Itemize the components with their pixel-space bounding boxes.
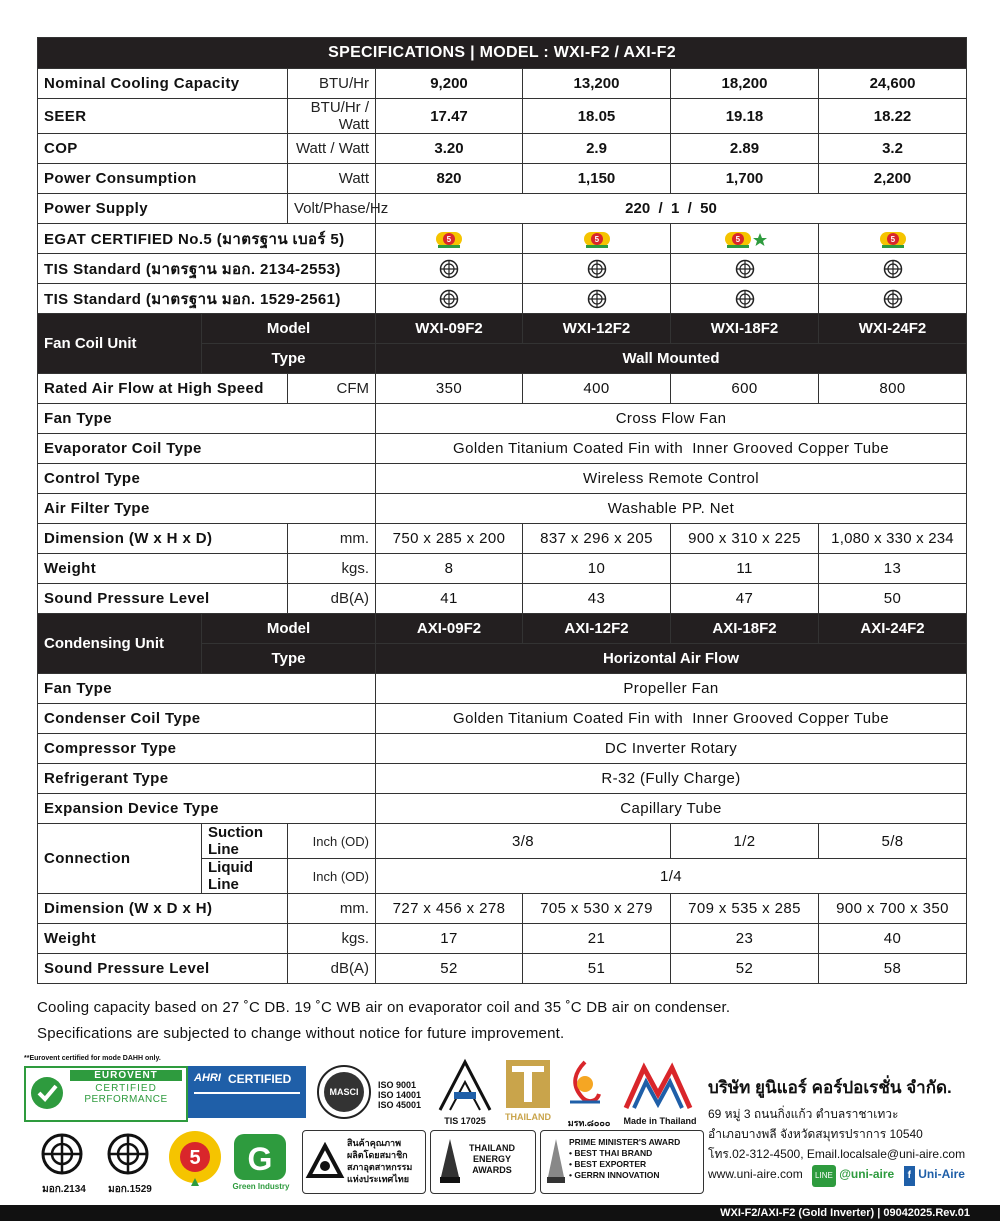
masci-logo <box>312 1064 376 1125</box>
iso-item: ISO 14001 <box>378 1090 422 1100</box>
cell-value: 17.47 <box>376 99 523 134</box>
cell-value: Cross Flow Fan <box>376 404 967 434</box>
eurovent-text: PERFORMANCE <box>84 1094 168 1105</box>
cell-value: 3/8 <box>376 824 671 859</box>
cell-value: 58 <box>819 954 967 984</box>
website-link[interactable]: www.uni-aire.com <box>708 1167 803 1181</box>
cell-value: 1,080 x 330 x 234 <box>819 524 967 554</box>
company-contact: โทร.02-312-4500, Email.localsale@uni-aire.com <box>708 1147 966 1161</box>
row-label: Connection <box>38 824 202 894</box>
row-cu-sound <box>38 954 967 984</box>
cell-value: Golden Titanium Coated Fin with Inner Grooved Copper Tube <box>376 704 967 734</box>
spec-table <box>37 37 967 984</box>
masci-seal-icon <box>312 1064 376 1120</box>
model-label: Model <box>202 614 376 644</box>
cell-value: 1/4 <box>376 859 967 894</box>
svg-text:5: 5 <box>890 234 895 244</box>
tis-mark-icon <box>819 284 967 314</box>
tis17025-label: TIS 17025 <box>444 1116 486 1126</box>
cell-value: Propeller Fan <box>376 674 967 704</box>
cell-value: 705 x 530 x 279 <box>523 894 671 924</box>
cell-value: 18.05 <box>523 99 671 134</box>
row-unit: mm. <box>288 894 376 924</box>
row-refrigerant <box>38 764 967 794</box>
footer <box>0 1052 1000 1221</box>
line-icon: LINE <box>812 1165 836 1187</box>
pm-award-text: PRIME MINISTER'S AWARD <box>569 1137 681 1147</box>
row-label: Control Type <box>38 464 376 494</box>
row-unit: mm. <box>288 524 376 554</box>
row-unit: dB(A) <box>288 954 376 984</box>
green-industry-logo <box>232 1132 298 1198</box>
cell-value: 18,200 <box>671 69 819 99</box>
footnotes <box>37 995 730 1047</box>
cell-value: 47 <box>671 584 819 614</box>
mok1529-logo <box>106 1132 154 1198</box>
facebook-icon: f <box>904 1166 915 1186</box>
row-label: COP <box>38 134 288 164</box>
cell-value: 13,200 <box>523 69 671 99</box>
row-label: Weight <box>38 924 288 954</box>
cell-value: 41 <box>376 584 523 614</box>
company-info <box>708 1074 998 1187</box>
cell-value: 19.18 <box>671 99 819 134</box>
cell-value: 13 <box>819 554 967 584</box>
cell-value: 51 <box>523 954 671 984</box>
mrt8000-icon <box>560 1058 610 1110</box>
row-fan-type <box>38 404 967 434</box>
row-power-consumption <box>38 164 967 194</box>
row-label: Sound Pressure Level <box>38 954 288 984</box>
tis-mark-icon <box>523 284 671 314</box>
cell-value: Wireless Remote Control <box>376 464 967 494</box>
cell-value: 727 x 456 x 278 <box>376 894 523 924</box>
fti-icon <box>305 1142 345 1182</box>
row-unit: BTU/Hr <box>288 69 376 99</box>
energy-label-5-icon <box>166 1128 224 1190</box>
pm-award-text: • GERRN INNOVATION <box>569 1170 660 1180</box>
cell-value: 350 <box>376 374 523 404</box>
document-reference: WXI-F2/AXI-F2 (Gold Inverter) | 09042025.Rev.01 <box>720 1207 970 1219</box>
cell-value: 1,150 <box>523 164 671 194</box>
tis-mark-icon <box>376 284 523 314</box>
row-label: Rated Air Flow at High Speed <box>38 374 288 404</box>
cell-value: 50 <box>819 584 967 614</box>
tis-mark-icon <box>523 254 671 284</box>
model-name: WXI-12F2 <box>523 314 671 344</box>
type-label: Type <box>202 344 376 374</box>
cell-value: 10 <box>523 554 671 584</box>
row-label: Dimension (W x H x D) <box>38 524 288 554</box>
green-industry-label: Green Industry <box>232 1182 290 1191</box>
eurovent-logo <box>24 1066 188 1122</box>
row-label: Weight <box>38 554 288 584</box>
pm-award-text: • BEST THAI BRAND <box>569 1148 653 1158</box>
fan-coil-model-row <box>38 314 967 344</box>
cell-value: 52 <box>671 954 819 984</box>
row-label: Power Consumption <box>38 164 288 194</box>
iso-item: ISO 9001 <box>378 1080 417 1090</box>
model-name: WXI-09F2 <box>376 314 523 344</box>
condensing-model-row <box>38 614 967 644</box>
row-unit: CFM <box>288 374 376 404</box>
tis-mark-icon <box>40 1132 84 1176</box>
cell-value: R-32 (Fully Charge) <box>376 764 967 794</box>
trophy-icon <box>545 1137 567 1187</box>
company-address: 69 หมู่ 3 ถนนกิ่งแก้ว ตำบลราชาเทวะ <box>708 1107 899 1121</box>
cell-value: 43 <box>523 584 671 614</box>
thailand-trust-logo <box>502 1058 554 1128</box>
mok2134-logo <box>40 1132 88 1198</box>
cell-value: 800 <box>819 374 967 404</box>
energy-label-5-icon <box>376 224 523 254</box>
row-sound <box>38 584 967 614</box>
energy-award-text: THAILAND <box>469 1143 515 1153</box>
cell-value: 40 <box>819 924 967 954</box>
row-label: Refrigerant Type <box>38 764 376 794</box>
cell-value: 18.22 <box>819 99 967 134</box>
cell-value: 52 <box>376 954 523 984</box>
thai-product-text: สภาอุตสาหกรรม <box>347 1162 413 1172</box>
row-cu-weight <box>38 924 967 954</box>
mrt8000-label: มรท.๘๐๐๐ <box>567 1118 611 1128</box>
suction-line-label: Suction Line <box>202 824 288 859</box>
type-label: Type <box>202 644 376 674</box>
svg-text:5: 5 <box>594 234 599 244</box>
tis-mark-icon <box>671 254 819 284</box>
row-label: TIS Standard (มาตรฐาน มอก. 2134-2553) <box>38 254 376 284</box>
svg-text:MASCI: MASCI <box>329 1087 359 1097</box>
fan-coil-type: Wall Mounted <box>376 344 967 374</box>
row-label: Dimension (W x D x H) <box>38 894 288 924</box>
row-unit: BTU/Hr / Watt <box>288 99 376 134</box>
cell-value: 8 <box>376 554 523 584</box>
made-in-thailand-label: Made in Thailand <box>623 1116 697 1126</box>
row-egat <box>38 224 967 254</box>
energy-award-text: AWARDS <box>472 1165 512 1175</box>
row-label: Fan Type <box>38 674 376 704</box>
nac-icon <box>436 1058 494 1114</box>
row-unit: Volt/Phase/Hz <box>288 194 376 224</box>
row-connection-suction <box>38 824 967 859</box>
cell-value: 837 x 296 x 205 <box>523 524 671 554</box>
energy-award-text: ENERGY <box>472 1154 511 1164</box>
cell-value: 2.9 <box>523 134 671 164</box>
company-address: อำเภอบางพลี จังหวัดสมุทรปราการ 10540 <box>708 1127 923 1141</box>
tis-mark-icon <box>671 284 819 314</box>
eurovent-note: **Eurovent certified for mode DAHH only. <box>24 1055 161 1062</box>
cell-value: 709 x 535 x 285 <box>671 894 819 924</box>
trophy-icon <box>437 1137 463 1187</box>
row-unit: kgs. <box>288 924 376 954</box>
row-unit: Inch (OD) <box>288 859 376 894</box>
iso-item: ISO 45001 <box>378 1100 422 1110</box>
row-compressor <box>38 734 967 764</box>
row-power-supply <box>38 194 967 224</box>
eurovent-text: CERTIFIED <box>95 1083 157 1094</box>
row-label: TIS Standard (มาตรฐาน มอก. 1529-2561) <box>38 284 376 314</box>
row-label: Compressor Type <box>38 734 376 764</box>
model-name: AXI-09F2 <box>376 614 523 644</box>
company-web-row <box>708 1164 998 1187</box>
row-tis-2134 <box>38 254 967 284</box>
row-unit: Watt <box>288 164 376 194</box>
eurovent-text: EUROVENT <box>70 1070 182 1081</box>
row-label: Sound Pressure Level <box>38 584 288 614</box>
liquid-line-label: Liquid Line <box>202 859 288 894</box>
energy-label-5-icon <box>819 224 967 254</box>
model-label: Model <box>202 314 376 344</box>
cell-value: 820 <box>376 164 523 194</box>
model-name: AXI-18F2 <box>671 614 819 644</box>
energy-label-5-star-icon <box>671 224 819 254</box>
row-label: SEER <box>38 99 288 134</box>
row-unit: kgs. <box>288 554 376 584</box>
row-air-filter <box>38 494 967 524</box>
cell-value: 24,600 <box>819 69 967 99</box>
mok2134-label: มอก.2134 <box>42 1184 86 1195</box>
model-name: AXI-12F2 <box>523 614 671 644</box>
cell-value: 11 <box>671 554 819 584</box>
energy-label-5-logo <box>166 1128 224 1195</box>
thai-product-text: ผลิตโดยสมาชิก <box>347 1150 408 1160</box>
row-cu-dimension <box>38 894 967 924</box>
svg-text:5: 5 <box>446 234 452 244</box>
iso-list <box>378 1080 421 1110</box>
row-expansion <box>38 794 967 824</box>
green-industry-icon <box>232 1132 288 1182</box>
svg-text:G: G <box>247 1141 273 1177</box>
cell-value: 400 <box>523 374 671 404</box>
cell-value: 21 <box>523 924 671 954</box>
model-name: WXI-24F2 <box>819 314 967 344</box>
condensing-section-title: Condensing Unit <box>38 614 202 674</box>
line-id[interactable]: @uni-aire <box>839 1167 895 1181</box>
company-name: บริษัท ยูนิแอร์ คอร์ปอเรชั่น จำกัด. <box>708 1078 952 1097</box>
cell-value: 750 x 285 x 200 <box>376 524 523 554</box>
tis-mark-icon <box>819 254 967 284</box>
row-label: Power Supply <box>38 194 288 224</box>
svg-text:5: 5 <box>735 234 740 244</box>
thai-product-text: แห่งประเทศไทย <box>347 1174 409 1184</box>
row-cop <box>38 134 967 164</box>
model-name: WXI-18F2 <box>671 314 819 344</box>
row-label: Nominal Cooling Capacity <box>38 69 288 99</box>
row-label: Evaporator Coil Type <box>38 434 376 464</box>
made-in-thailand-icon <box>620 1062 696 1112</box>
row-label: Fan Type <box>38 404 376 434</box>
row-cu-fan-type <box>38 674 967 704</box>
row-label: Expansion Device Type <box>38 794 376 824</box>
row-airflow <box>38 374 967 404</box>
row-unit: Watt / Watt <box>288 134 376 164</box>
energy-label-5-icon <box>523 224 671 254</box>
cell-value: 2.89 <box>671 134 819 164</box>
thailand-label: THAILAND <box>505 1112 551 1122</box>
row-condenser-coil <box>38 704 967 734</box>
row-unit: Inch (OD) <box>288 824 376 859</box>
thai-product-text: สินค้าคุณภาพ <box>347 1138 402 1148</box>
cell-value: Washable PP. Net <box>376 494 967 524</box>
row-unit: dB(A) <box>288 584 376 614</box>
footnote: Cooling capacity based on 27 ˚C DB. 19 ˚C WB air on evaporator coil and 35 ˚C DB air on condenser. <box>37 999 731 1016</box>
row-label: Condenser Coil Type <box>38 704 376 734</box>
cell-value: Golden Titanium Coated Fin with Inner Grooved Copper Tube <box>376 434 967 464</box>
tis-mark-icon <box>376 254 523 284</box>
cell-value: 900 x 310 x 225 <box>671 524 819 554</box>
cell-value: 900 x 700 x 350 <box>819 894 967 924</box>
cell-value: 3.2 <box>819 134 967 164</box>
fan-coil-section-title: Fan Coil Unit <box>38 314 202 374</box>
model-name: AXI-24F2 <box>819 614 967 644</box>
tis-mark-icon <box>106 1132 150 1176</box>
row-tis-1529 <box>38 284 967 314</box>
ahri-logo: AHRI CERTIFIED <box>188 1066 306 1118</box>
row-label: Air Filter Type <box>38 494 376 524</box>
ahri-certified-text: CERTIFIED <box>228 1072 292 1086</box>
thailand-trust-icon <box>502 1058 554 1110</box>
made-in-thailand-logo <box>620 1062 704 1128</box>
row-label: EGAT CERTIFIED No.5 (มาตรฐาน เบอร์ 5) <box>38 224 376 254</box>
condensing-type: Horizontal Air Flow <box>376 644 967 674</box>
svg-text:5: 5 <box>189 1147 201 1169</box>
cell-value: 17 <box>376 924 523 954</box>
pm-award-text: • BEST EXPORTER <box>569 1159 647 1169</box>
cell-value: 1,700 <box>671 164 819 194</box>
cell-value: 1/2 <box>671 824 819 859</box>
cell-value: 5/8 <box>819 824 967 859</box>
energy-awards-logo <box>430 1130 536 1194</box>
row-evaporator-coil <box>38 434 967 464</box>
cell-value: DC Inverter Rotary <box>376 734 967 764</box>
cell-value: 600 <box>671 374 819 404</box>
pm-award-logo <box>540 1130 704 1194</box>
mok1529-label: มอก.1529 <box>108 1184 152 1195</box>
mrt8000-logo <box>560 1058 618 1128</box>
row-control-type <box>38 464 967 494</box>
cell-value: 9,200 <box>376 69 523 99</box>
row-seer <box>38 99 967 134</box>
tis17025-logo <box>436 1058 494 1128</box>
cell-value: 23 <box>671 924 819 954</box>
row-weight <box>38 554 967 584</box>
footnote: Specifications are subjected to change without notice for future improvement. <box>37 1025 565 1042</box>
facebook-id[interactable]: Uni-Aire <box>918 1167 965 1181</box>
cell-value: 3.20 <box>376 134 523 164</box>
cell-value: Capillary Tube <box>376 794 967 824</box>
row-dimension <box>38 524 967 554</box>
cell-value: 2,200 <box>819 164 967 194</box>
eurovent-check-icon <box>29 1069 65 1117</box>
row-cooling-capacity <box>38 69 967 99</box>
spec-title: SPECIFICATIONS | MODEL : WXI-F2 / AXI-F2 <box>38 38 967 69</box>
power-supply-value: 220 / 1 / 50 <box>376 194 967 224</box>
thai-product-logo <box>302 1130 426 1194</box>
